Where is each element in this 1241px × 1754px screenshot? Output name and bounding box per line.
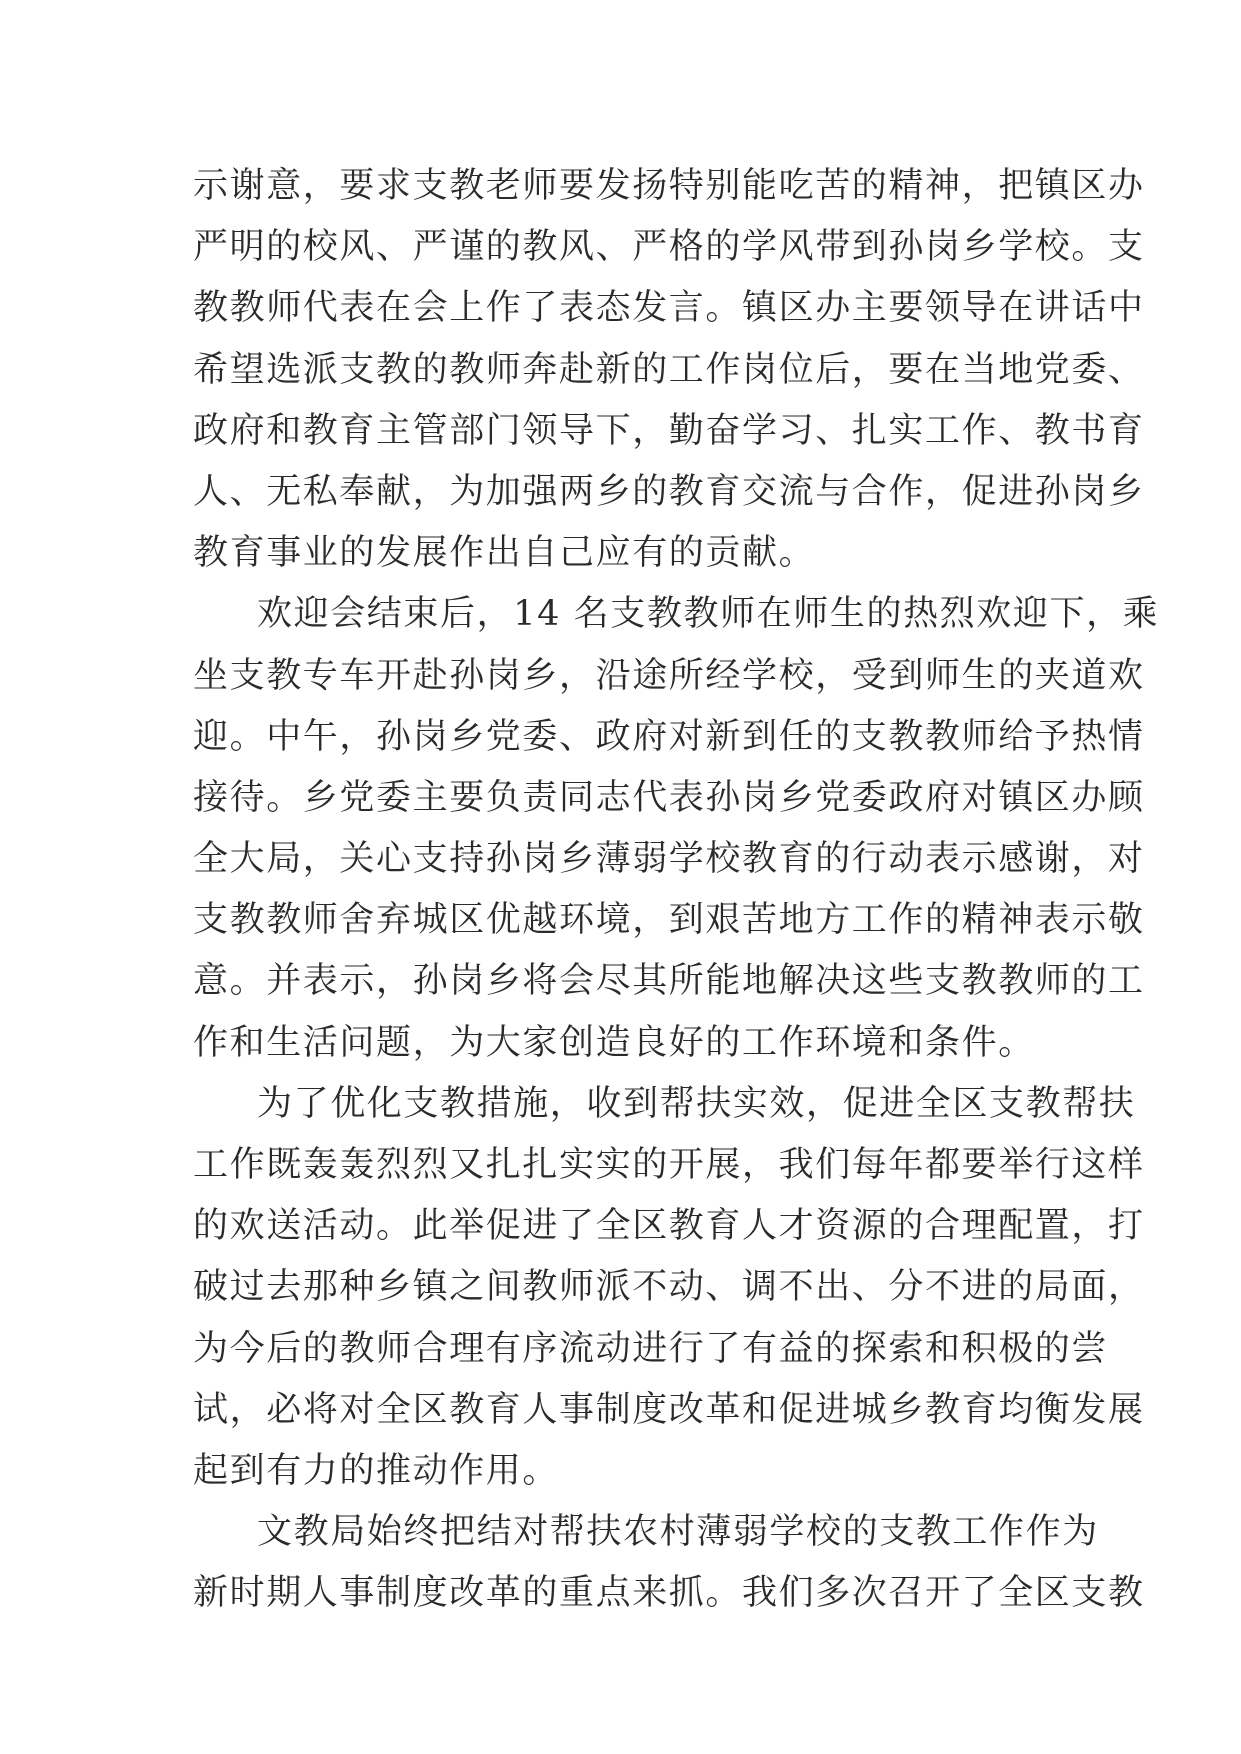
text-line: 破过去那种乡镇之间教师派不动、调不出、分不进的局面，	[193, 1267, 1145, 1308]
text-line: 作和生活问题，为大家创造良好的工作环境和条件。	[193, 1022, 1035, 1063]
paragraph-first-line: 欢迎会结束后，14 名支教教师在师生的热烈欢迎下，乘	[257, 594, 1160, 635]
text-line: 坐支教专车开赴孙岗乡，沿途所经学校，受到师生的夹道欢	[193, 655, 1145, 696]
text-line: 人、无私奉献，为加强两乡的教育交流与合作，促进孙岗乡	[193, 471, 1145, 512]
text-line: 全大局，关心支持孙岗乡薄弱学校教育的行动表示感谢，对	[193, 839, 1145, 880]
text-line: 接待。乡党委主要负责同志代表孙岗乡党委政府对镇区办顾	[193, 777, 1145, 818]
text-line: 的欢送活动。此举促进了全区教育人才资源的合理配置，打	[193, 1206, 1145, 1247]
text-line: 工作既轰轰烈烈又扎扎实实的开展，我们每年都要举行这样	[193, 1145, 1145, 1185]
text-line: 政府和教育主管部门领导下，勤奋学习、扎实工作、教书育	[193, 410, 1145, 451]
text-line: 支教教师舍弃城区优越环境，到艰苦地方工作的精神表示敬	[193, 900, 1145, 941]
text-line: 教教师代表在会上作了表态发言。镇区办主要领导在讲话中	[193, 288, 1145, 329]
text-line: 意。并表示，孙岗乡将会尽其所能地解决这些支教教师的工	[193, 961, 1145, 1002]
text-line: 教育事业的发展作出自己应有的贡献。	[193, 533, 816, 574]
text-line: 起到有力的推动作用。	[193, 1450, 560, 1491]
text-line: 迎。中午，孙岗乡党委、政府对新到任的支教教师给予热情	[193, 716, 1145, 757]
body-text	[193, 156, 1160, 1625]
text-line: 希望选派支教的教师奔赴新的工作岗位后，要在当地党委、	[193, 349, 1145, 390]
text-line: 为今后的教师合理有序流动进行了有益的探索和积极的尝	[193, 1328, 1109, 1369]
text-line: 试，必将对全区教育人事制度改革和促进城乡教育均衡发展	[193, 1389, 1145, 1430]
text-line: 示谢意，要求支教老师要发扬特别能吃苦的精神，把镇区办	[193, 166, 1145, 206]
text-line: 严明的校风、严谨的教风、严格的学风带到孙岗乡学校。支	[193, 227, 1145, 268]
paragraph-first-line: 为了优化支教措施，收到帮扶实效，促进全区支教帮扶	[257, 1083, 1136, 1124]
paragraph-first-line: 文教局始终把结对帮扶农村薄弱学校的支教工作作为	[257, 1512, 1099, 1553]
text-line: 新时期人事制度改革的重点来抓。我们多次召开了全区支教	[193, 1573, 1145, 1614]
